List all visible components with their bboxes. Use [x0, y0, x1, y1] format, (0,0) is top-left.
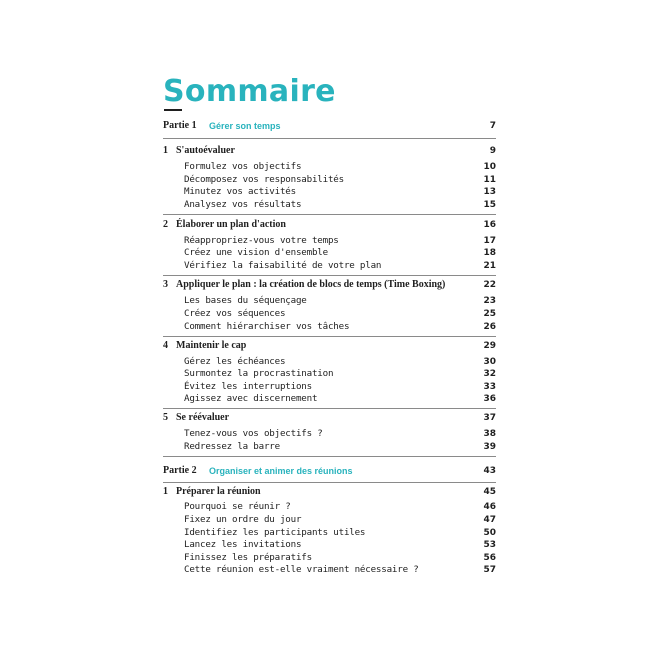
- page-number: 15: [483, 200, 496, 210]
- page-title: Sommaire: [163, 74, 336, 109]
- page-number: 39: [483, 442, 496, 452]
- toc-entry[interactable]: [163, 160, 496, 174]
- toc-entry[interactable]: [163, 198, 496, 212]
- chapter-number: 3: [163, 279, 168, 290]
- toc-entry[interactable]: [163, 513, 496, 527]
- separator-line: [163, 214, 496, 215]
- page-number: 33: [483, 382, 496, 392]
- entry-title: Réappropriez-vous votre temps: [184, 235, 339, 246]
- page-number: 22: [483, 280, 496, 290]
- entry-title: Minutez vos activités: [184, 186, 296, 197]
- part-title: Organiser et animer des réunions: [209, 466, 353, 476]
- toc-entry[interactable]: [163, 500, 496, 514]
- entry-title: Identifiez les participants utiles: [184, 527, 366, 538]
- entry-title: Surmontez la procrastination: [184, 368, 334, 379]
- page-number: 16: [483, 220, 496, 230]
- page-number: 53: [483, 540, 496, 550]
- toc-entry[interactable]: [163, 392, 496, 406]
- separator-line: [163, 456, 496, 457]
- toc-entry[interactable]: [163, 440, 496, 454]
- page-number: 56: [483, 553, 496, 563]
- page-number: 45: [483, 487, 496, 497]
- entry-title: Créez une vision d'ensemble: [184, 247, 328, 258]
- toc-chapter[interactable]: [163, 411, 496, 425]
- toc-entry[interactable]: [163, 563, 496, 572]
- toc-chapter[interactable]: [163, 218, 496, 232]
- page-number: 30: [483, 357, 496, 367]
- toc-entry[interactable]: [163, 246, 496, 260]
- page-number: 26: [483, 322, 496, 332]
- page-number: 25: [483, 309, 496, 319]
- chapter-title: S'autoévaluer: [176, 145, 235, 156]
- page-number: 10: [483, 162, 496, 172]
- page-number: 11: [483, 175, 496, 185]
- page-number: 23: [483, 296, 496, 306]
- part-number: Partie 1: [163, 120, 197, 131]
- toc-chapter[interactable]: [163, 485, 496, 499]
- toc-chapter[interactable]: [163, 144, 496, 158]
- page-number: 21: [483, 261, 496, 271]
- page-number: 37: [483, 413, 496, 423]
- part-title: Gérer son temps: [209, 121, 281, 131]
- page-number: 36: [483, 394, 496, 404]
- entry-title: Évitez les interruptions: [184, 381, 312, 392]
- chapter-number: 1: [163, 145, 168, 156]
- chapter-number: 5: [163, 412, 168, 423]
- entry-title: Créez vos séquences: [184, 308, 286, 319]
- entry-title: Cette réunion est-elle vraiment nécessaire ?: [184, 564, 419, 572]
- page-number: 57: [483, 565, 496, 572]
- separator-line: [163, 275, 496, 276]
- toc-entry[interactable]: [163, 185, 496, 199]
- page-number: 47: [483, 515, 496, 525]
- chapter-title: Appliquer le plan : la création de blocs de temps (Time Boxing): [176, 279, 446, 290]
- separator-line: [163, 336, 496, 337]
- toc-entry[interactable]: [163, 367, 496, 381]
- entry-title: Comment hiérarchiser vos tâches: [184, 321, 350, 332]
- page-number: 50: [483, 528, 496, 538]
- toc-entry[interactable]: [163, 538, 496, 552]
- page-number: 7: [489, 121, 496, 131]
- entry-title: Tenez-vous vos objectifs ?: [184, 428, 323, 439]
- separator-line: [163, 482, 496, 483]
- toc-entry[interactable]: [163, 259, 496, 273]
- toc-entry[interactable]: [163, 427, 496, 441]
- chapter-number: 2: [163, 219, 168, 230]
- entry-title: Formulez vos objectifs: [184, 161, 302, 172]
- toc-part[interactable]: [163, 119, 496, 133]
- entry-title: Pourquoi se réunir ?: [184, 501, 291, 512]
- entry-title: Agissez avec discernement: [184, 393, 318, 404]
- toc-chapter[interactable]: [163, 278, 496, 292]
- toc-chapter[interactable]: [163, 339, 496, 353]
- entry-title: Décomposez vos responsabilités: [184, 174, 344, 185]
- title-underline: [164, 109, 182, 111]
- chapter-title: Préparer la réunion: [176, 486, 261, 497]
- chapter-title: Maintenir le cap: [176, 340, 247, 351]
- chapter-title: Se réévaluer: [176, 412, 230, 423]
- page-number: 43: [483, 466, 496, 476]
- page-number: 32: [483, 369, 496, 379]
- entry-title: Gérez les échéances: [184, 356, 286, 367]
- toc-entry[interactable]: [163, 294, 496, 308]
- entry-title: Analysez vos résultats: [184, 199, 302, 210]
- entry-title: Lancez les invitations: [184, 539, 302, 550]
- toc-entry[interactable]: [163, 320, 496, 334]
- entry-title: Les bases du séquençage: [184, 295, 307, 306]
- page-number: 9: [489, 146, 496, 156]
- separator-line: [163, 408, 496, 409]
- separator-line: [163, 138, 496, 139]
- chapter-number: 1: [163, 486, 168, 497]
- part-number: Partie 2: [163, 465, 197, 476]
- toc-entry[interactable]: [163, 307, 496, 321]
- chapter-title: Élaborer un plan d'action: [176, 219, 286, 230]
- entry-title: Redressez la barre: [184, 441, 280, 452]
- entry-title: Finissez les préparatifs: [184, 552, 312, 563]
- entry-title: Vérifiez la faisabilité de votre plan: [184, 260, 382, 271]
- page-number: 29: [483, 341, 496, 351]
- page-number: 38: [483, 429, 496, 439]
- page-number: 46: [483, 502, 496, 512]
- entry-title: Fixez un ordre du jour: [184, 514, 302, 525]
- page-number: 18: [483, 248, 496, 258]
- chapter-number: 4: [163, 340, 168, 351]
- page-number: 13: [483, 187, 496, 197]
- toc-part[interactable]: [163, 464, 496, 478]
- page-number: 17: [483, 236, 496, 246]
